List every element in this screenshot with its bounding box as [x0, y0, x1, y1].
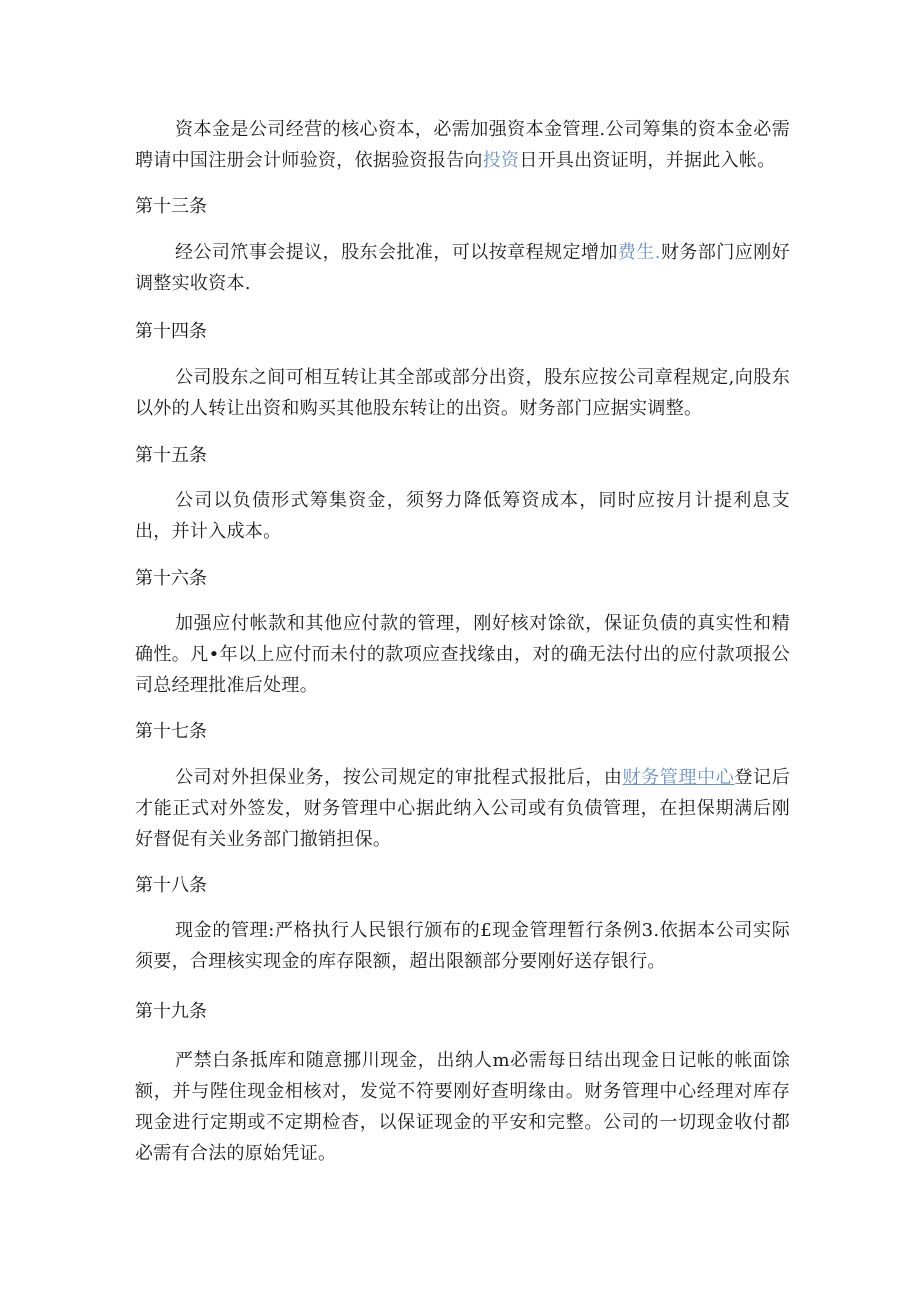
investment-link[interactable]: 投资	[482, 150, 520, 171]
article-17-heading: 第十七条	[135, 721, 207, 742]
article-13-paragraph	[135, 237, 790, 299]
intro-paragraph	[135, 114, 790, 176]
article-17-text: 公司对外担保业务，按公司规定的审批程式报批后，由	[175, 767, 623, 788]
intro-text-end: 日开具出资证明，并据此入帐。	[519, 150, 776, 171]
article-14-paragraph: 公司股东之间可相互转让其全部或部分出资，股东应按公司章程规定,向股东以外的人转让出资和购买其他股东转让的出资。财务部门应据实调整。	[135, 367, 790, 419]
article-14-heading: 第十四条	[135, 321, 207, 342]
fee-link[interactable]: 费生.	[617, 242, 661, 263]
article-15-heading: 第十五条	[135, 445, 207, 466]
article-18-paragraph: 现金的管理:严格执行人民银行颁布的£现金管理暂行条例3.依据本公司实际须要，合理核实现金的库存限额，超出限额部分要刚好送存银行。	[135, 920, 790, 972]
article-13-heading: 第十三条	[135, 196, 207, 217]
article-15-paragraph: 公司以负债形式筹集资金，须努力降低筹资成本，同时应按月计提利息支出，并计入成本。	[135, 490, 790, 542]
article-13-text: 经公司笊事会提议，股东会批准，可以按章程规定增加	[175, 242, 618, 263]
article-18-heading: 第十八条	[135, 875, 207, 896]
article-19-paragraph: 严禁白条抵库和随意挪川现金，出纳人m必需每日结出现金日记帐的帐面馀额，并与陛住现金相核对，发觉不符要刚好查明缘由。财务管理中心经理对库存现金进行定期或不定期检杳，以保证现金的平安和完整。公司的一切现金收付都必需有合法的原始凭证。	[135, 1050, 790, 1164]
article-17-paragraph	[135, 762, 790, 855]
article-17-text-end: 登记后才能正式对外签发，财务管理中心据此纳入公司或有负债管理，在担保期满后刚好督促有关业务部门撤销担保。	[135, 767, 790, 850]
article-16-paragraph: 加强应付帐款和其他应付款的管理，刚好核对馀欲，保证负债的真实性和精确性。凡•年以上应付而未付的款项应查找缘由，对的确无法付出的应付款项报公司总经理批准后处理。	[135, 613, 790, 696]
finance-center-link[interactable]: 财务管理中心	[622, 767, 735, 788]
article-13-text-end: 财务部门应刚好调整实收资本.	[135, 242, 791, 294]
article-16-heading: 第十六条	[135, 568, 207, 589]
article-19-heading: 第十九条	[135, 1001, 207, 1022]
intro-text: 资本金是公司经营的核心资本，必需加强资本金管理.公司筹集的资本金必需聘请中国注册会计师验资，依据验资报告向	[135, 119, 790, 171]
